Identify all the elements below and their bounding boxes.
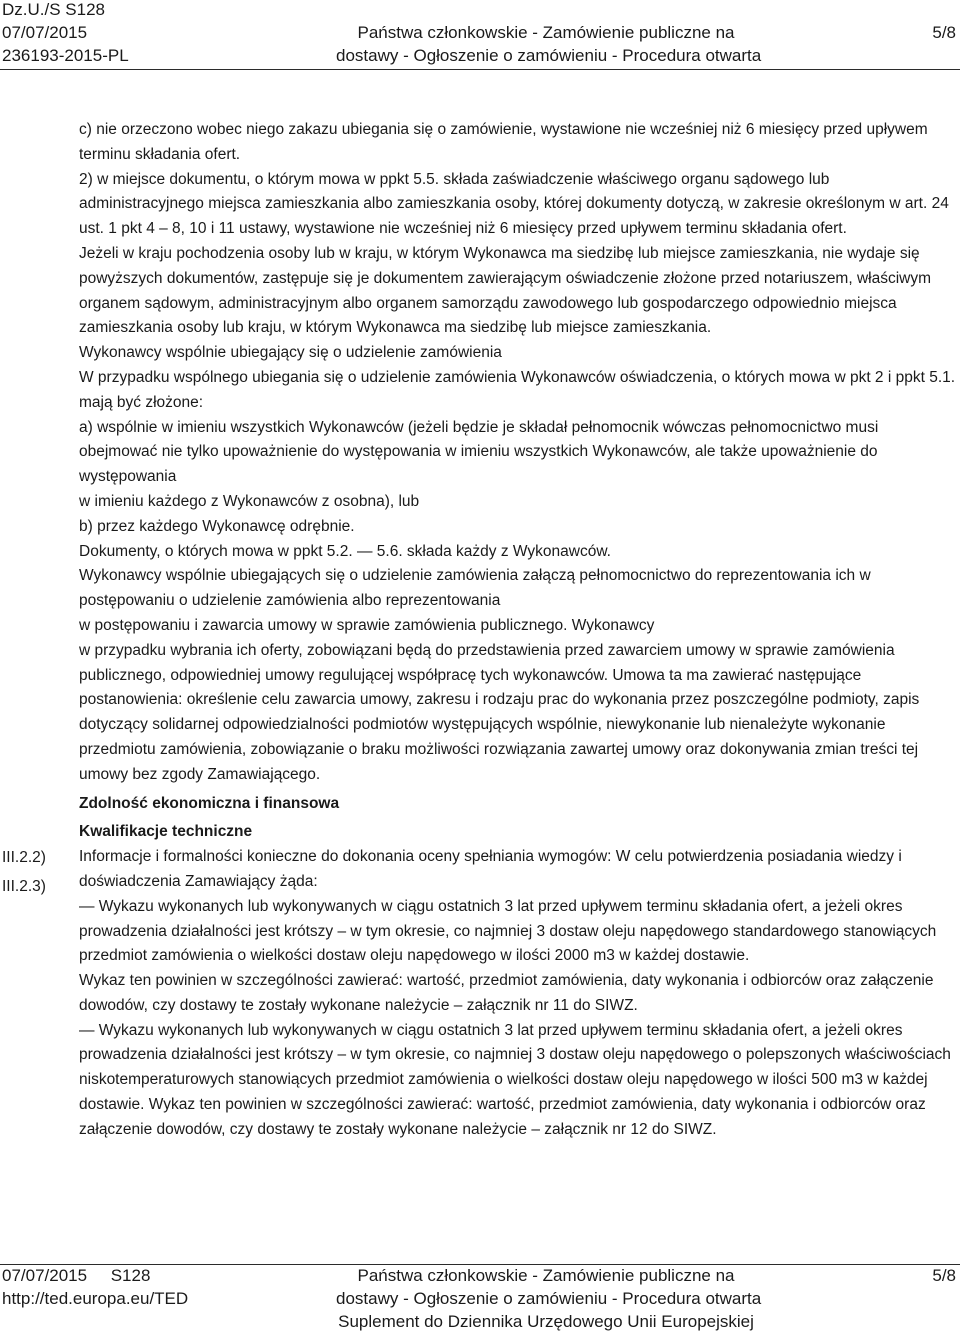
paragraph-2-certificate: 2) w miejsce dokumentu, o którym mowa w ppkt 5.5. składa zaświadczenie właściwego organu sądowego lub administracyjnego miejsca zamieszkania albo zamieszkania osoby, której dokumenty dotyczą, w zakresie określonym w art. 24 ust. 1 pkt 4 – 8, 10 i 11 ustawy, wystawione nie wcześniej niż 6 miesięcy przed upływem terminu składania ofert.	[79, 170, 949, 238]
publication-date: 07/07/2015	[2, 23, 88, 42]
paragraph-documents-each: Dokumenty, o których mowa w ppkt 5.2. — 5.6. składa każdy z Wykonawców.	[79, 542, 611, 560]
paragraph-requirements-intro: Informacje i formalności konieczne do dokonania oceny spełniania wymogów: W celu potwierdzenia posiadania wiedzy i doświadczenia Zamawiający żąda:	[79, 848, 902, 890]
paragraph-b-separately: b) przez każdego Wykonawcę odrębnie.	[79, 517, 355, 535]
header-title-line-2: dostawy - Ogłoszenie o zamówieniu - Procedura otwarta	[336, 46, 762, 65]
paragraph-power-of-attorney: Wykonawcy wspólnie ubiegających się o udzielenie zamówienia załączą pełnomocnictwo do reprezentowania ich w postępowaniu o udzielenie zamówienia albo reprezentowania	[79, 567, 871, 610]
section-label-iii-2-2: III.2.2)	[2, 849, 46, 866]
paragraph-foreign-documents: Jeżeli w kraju pochodzenia osoby lub w kraju, w którym Wykonawca ma siedzibę lub miejsce zamieszkania, nie wydaje się powyższych dokumentów, zastępuje się je dokumentem zawierającym oświadczenie złożone przed notariuszem, właściwym organem sądowym, administracyjnym albo organem samorządu zawodowego lub gospodarczego odpowiednio miejsca zamieszkania osoby lub kraju, w którym Wykonawca ma siedzibę lub miejsce zamieszkania.	[79, 244, 932, 337]
section-heading-technical-qualifications: Kwalifikacje techniczne	[79, 823, 253, 841]
paragraph-a-jointly: a) wspólnie w imieniu wszystkich Wykonawców (jeżeli będzie je składał pełnomocnik wówczas pełnomocnictwo musi obejmować nie tylko upoważnienie do występowania w imieniu wszystkich Wykonawców, ale także upoważnienie do występowania	[79, 418, 879, 486]
paragraph-consortium-statements: W przypadku wspólnego ubiegania się o udzielenie zamówienia Wykonawców oświadczenia, o których mowa w pkt 2 i ppkt 5.1. mają być złożone:	[79, 368, 956, 411]
paragraph-a-continued: w imieniu każdego z Wykonawców z osobna), lub	[79, 492, 420, 510]
section-label-iii-2-3: III.2.3)	[2, 878, 46, 895]
paragraph-list-winter-fuel: — Wykazu wykonanych lub wykonywanych w ciągu ostatnich 3 lat przed upływem terminu składania ofert, a jeżeli okres prowadzenia działalności jest krótszy – w tym okresie, co najmniej 3 dostaw oleju napędowego o polepszonych właściwościach niskotemperaturowych stanowiących przedmiot zamówienia o wielkości dostaw oleju napędowego w ilości 500 m3 w każdej dostawie. Wykaz ten powinien w szczególności zawierać: wartość, przedmiot zamówienia, daty wykonania i odbiorców oraz załączenie dowodów, czy dostawy te zostały wykonane należycie – załącznik nr 12 do SIWZ.	[79, 1021, 951, 1138]
footer-page-number: 5/8	[932, 1266, 956, 1285]
page-number: 5/8	[932, 23, 956, 42]
notice-number: 236193-2015-PL	[2, 46, 129, 65]
header-divider	[0, 69, 960, 70]
paragraph-consortium-agreement: w przypadku wybrania ich oferty, zobowiązani będą do przedstawienia przed zawarciem umowy w sprawie zamówienia publicznego, odpowiedniej umowy regulującej współpracę tych wykonawców. Umowa ta ma zawierać następujące postanowienia: określenie celu zawarcia umowy, zakresu i rodzaju prac do wykonania przez poszczególne podmioty, zapis dotyczący solidarnej odpowiedzialności podmiotów występujących wspólnie, niewykonanie lub nienależyte wykonanie przedmiotu zamówienia, zobowiązanie o braku możliwości rozwiązania zawartej umowy oraz dokonywania zmian treści tej umowy bez zgody Zamawiającego.	[79, 641, 920, 783]
footer-url: http://ted.europa.eu/TED	[2, 1289, 189, 1308]
paragraph-consortium-title: Wykonawcy wspólnie ubiegający się o udzielenie zamówienia	[79, 344, 502, 362]
paragraph-c-no-ban: c) nie orzeczono wobec niego zakazu ubiegania się o zamówienie, wystawione nie wcześniej niż 6 miesięcy przed upływem terminu składania ofert.	[79, 121, 928, 163]
page-footer	[0, 1264, 960, 1334]
paragraph-list-standard-fuel: — Wykazu wykonanych lub wykonywanych w ciągu ostatnich 3 lat przed upływem terminu składania ofert, a jeżeli okres prowadzenia działalności jest krótszy – w tym okresie, co najmniej 3 dostaw oleju napędowego standardowego stanowiących przedmiot zamówienia o wielkości dostaw oleju napędowego w ilości 2000 m3 w każdej dostawie.	[79, 897, 937, 965]
footer-supplement: Suplement do Dziennika Urzędowego Unii Europejskiej	[338, 1312, 754, 1331]
journal-reference: Dz.U./S S128	[2, 0, 105, 19]
paragraph-representation: w postępowaniu i zawarcia umowy w sprawie zamówienia publicznego. Wykonawcy	[79, 616, 655, 634]
section-heading-economic-capacity: Zdolność ekonomiczna i finansowa	[79, 794, 340, 812]
footer-title-line-2: dostawy - Ogłoszenie o zamówieniu - Procedura otwarta	[336, 1289, 762, 1308]
document-body	[79, 118, 957, 1143]
page-header	[0, 0, 960, 70]
footer-date-series: 07/07/2015 S128	[2, 1266, 151, 1285]
header-title-line-1: Państwa członkowskie - Zamówienie publiczne na	[357, 23, 735, 42]
footer-title-line-1: Państwa członkowskie - Zamówienie publiczne na	[357, 1266, 735, 1285]
paragraph-list-contents-11: Wykaz ten powinien w szczególności zawierać: wartość, przedmiot zamówienia, daty wykonania i odbiorców oraz załączenie dowodów, czy dostawy te zostały wykonane należycie – załącznik nr 11 do SIWZ.	[79, 972, 934, 1014]
